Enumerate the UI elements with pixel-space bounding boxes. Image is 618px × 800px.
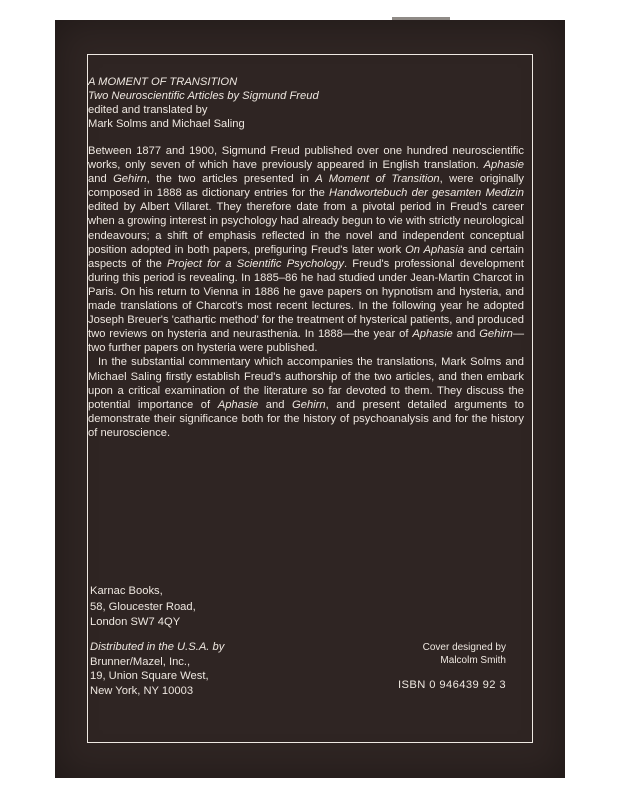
- distributor-city: New York, NY 10003: [90, 684, 194, 697]
- isbn: ISBN 0 946439 92 3: [398, 679, 506, 691]
- cover-credit-line2: Malcolm Smith: [440, 655, 506, 666]
- blurb-paragraph-2: In the substantial commentary which accompanies the translations, Mark Solms and Michael Saling firstly establish Freud's authorship of the two articles, and then embark upon a critical examination of the literature so far devoted to them. They discuss the potential importance of Aphasie and Gehirn, and present detailed arguments to demonstrate their significance both for the history of psychoanalysis and for the history of neuroscience.: [88, 356, 524, 439]
- blurb: [88, 144, 524, 440]
- distributor-label: Distributed in the U.S.A. by: [90, 641, 225, 653]
- cover-credit-line1: Cover designed by: [422, 642, 506, 653]
- publisher-street: 58, Gloucester Road,: [90, 600, 196, 613]
- distributor-street: 19, Union Square West,: [90, 670, 209, 683]
- cover-credit: [423, 641, 506, 667]
- cover-text: [88, 75, 524, 440]
- distributor-address: [90, 640, 224, 698]
- publisher-city: London SW7 4QY: [90, 616, 181, 628]
- editors: Mark Solms and Michael Saling: [88, 118, 245, 130]
- publisher-name: Karnac Books,: [90, 585, 163, 597]
- edited-line: edited and translated by: [88, 104, 208, 116]
- blurb-paragraph-1: Between 1877 and 1900, Sigmund Freud published over one hundred neuroscientific works, only seven of which have previously appeared in English translation. Aphasie and Gehirn, the two articles presented in A Moment of Transition, were originally composed in 1888 as dictionary entries for the Handwortebuch der gesamten Medizin edited by Albert Villaret. They therefore date from a pivotal period in Freud's career when a growing interest in psychology had already begun to vie with strictly neurological endeavours; a shift of emphasis reflected in the novel and independent conceptual position adopted in both papers, prefiguring Freud's later work On Aphasia and certain aspects of the Project for a Scientific Psychology. Freud's professional development during this period is revealing. In 1885–86 he had studied under Jean-Martin Charcot in Paris. On his return to Vienna in 1886 he gave papers on hypnotism and hysteria, and made translations of Charcot's most recent lectures. In the following year he adopted Joseph Breuer's 'cathartic method' for the treatment of hysterical patients, and produced two reviews on hysteria and neurasthenia. In 1888—the year of Aphasie and Gehirn—two further papers on hysteria were published.: [88, 145, 525, 355]
- distributor-name: Brunner/Mazel, Inc.,: [90, 655, 191, 668]
- book-subtitle: Two Neuroscientific Articles by Sigmund Freud: [88, 90, 319, 102]
- book-title: A MOMENT OF TRANSITION: [88, 76, 238, 88]
- publisher-address: [90, 584, 196, 631]
